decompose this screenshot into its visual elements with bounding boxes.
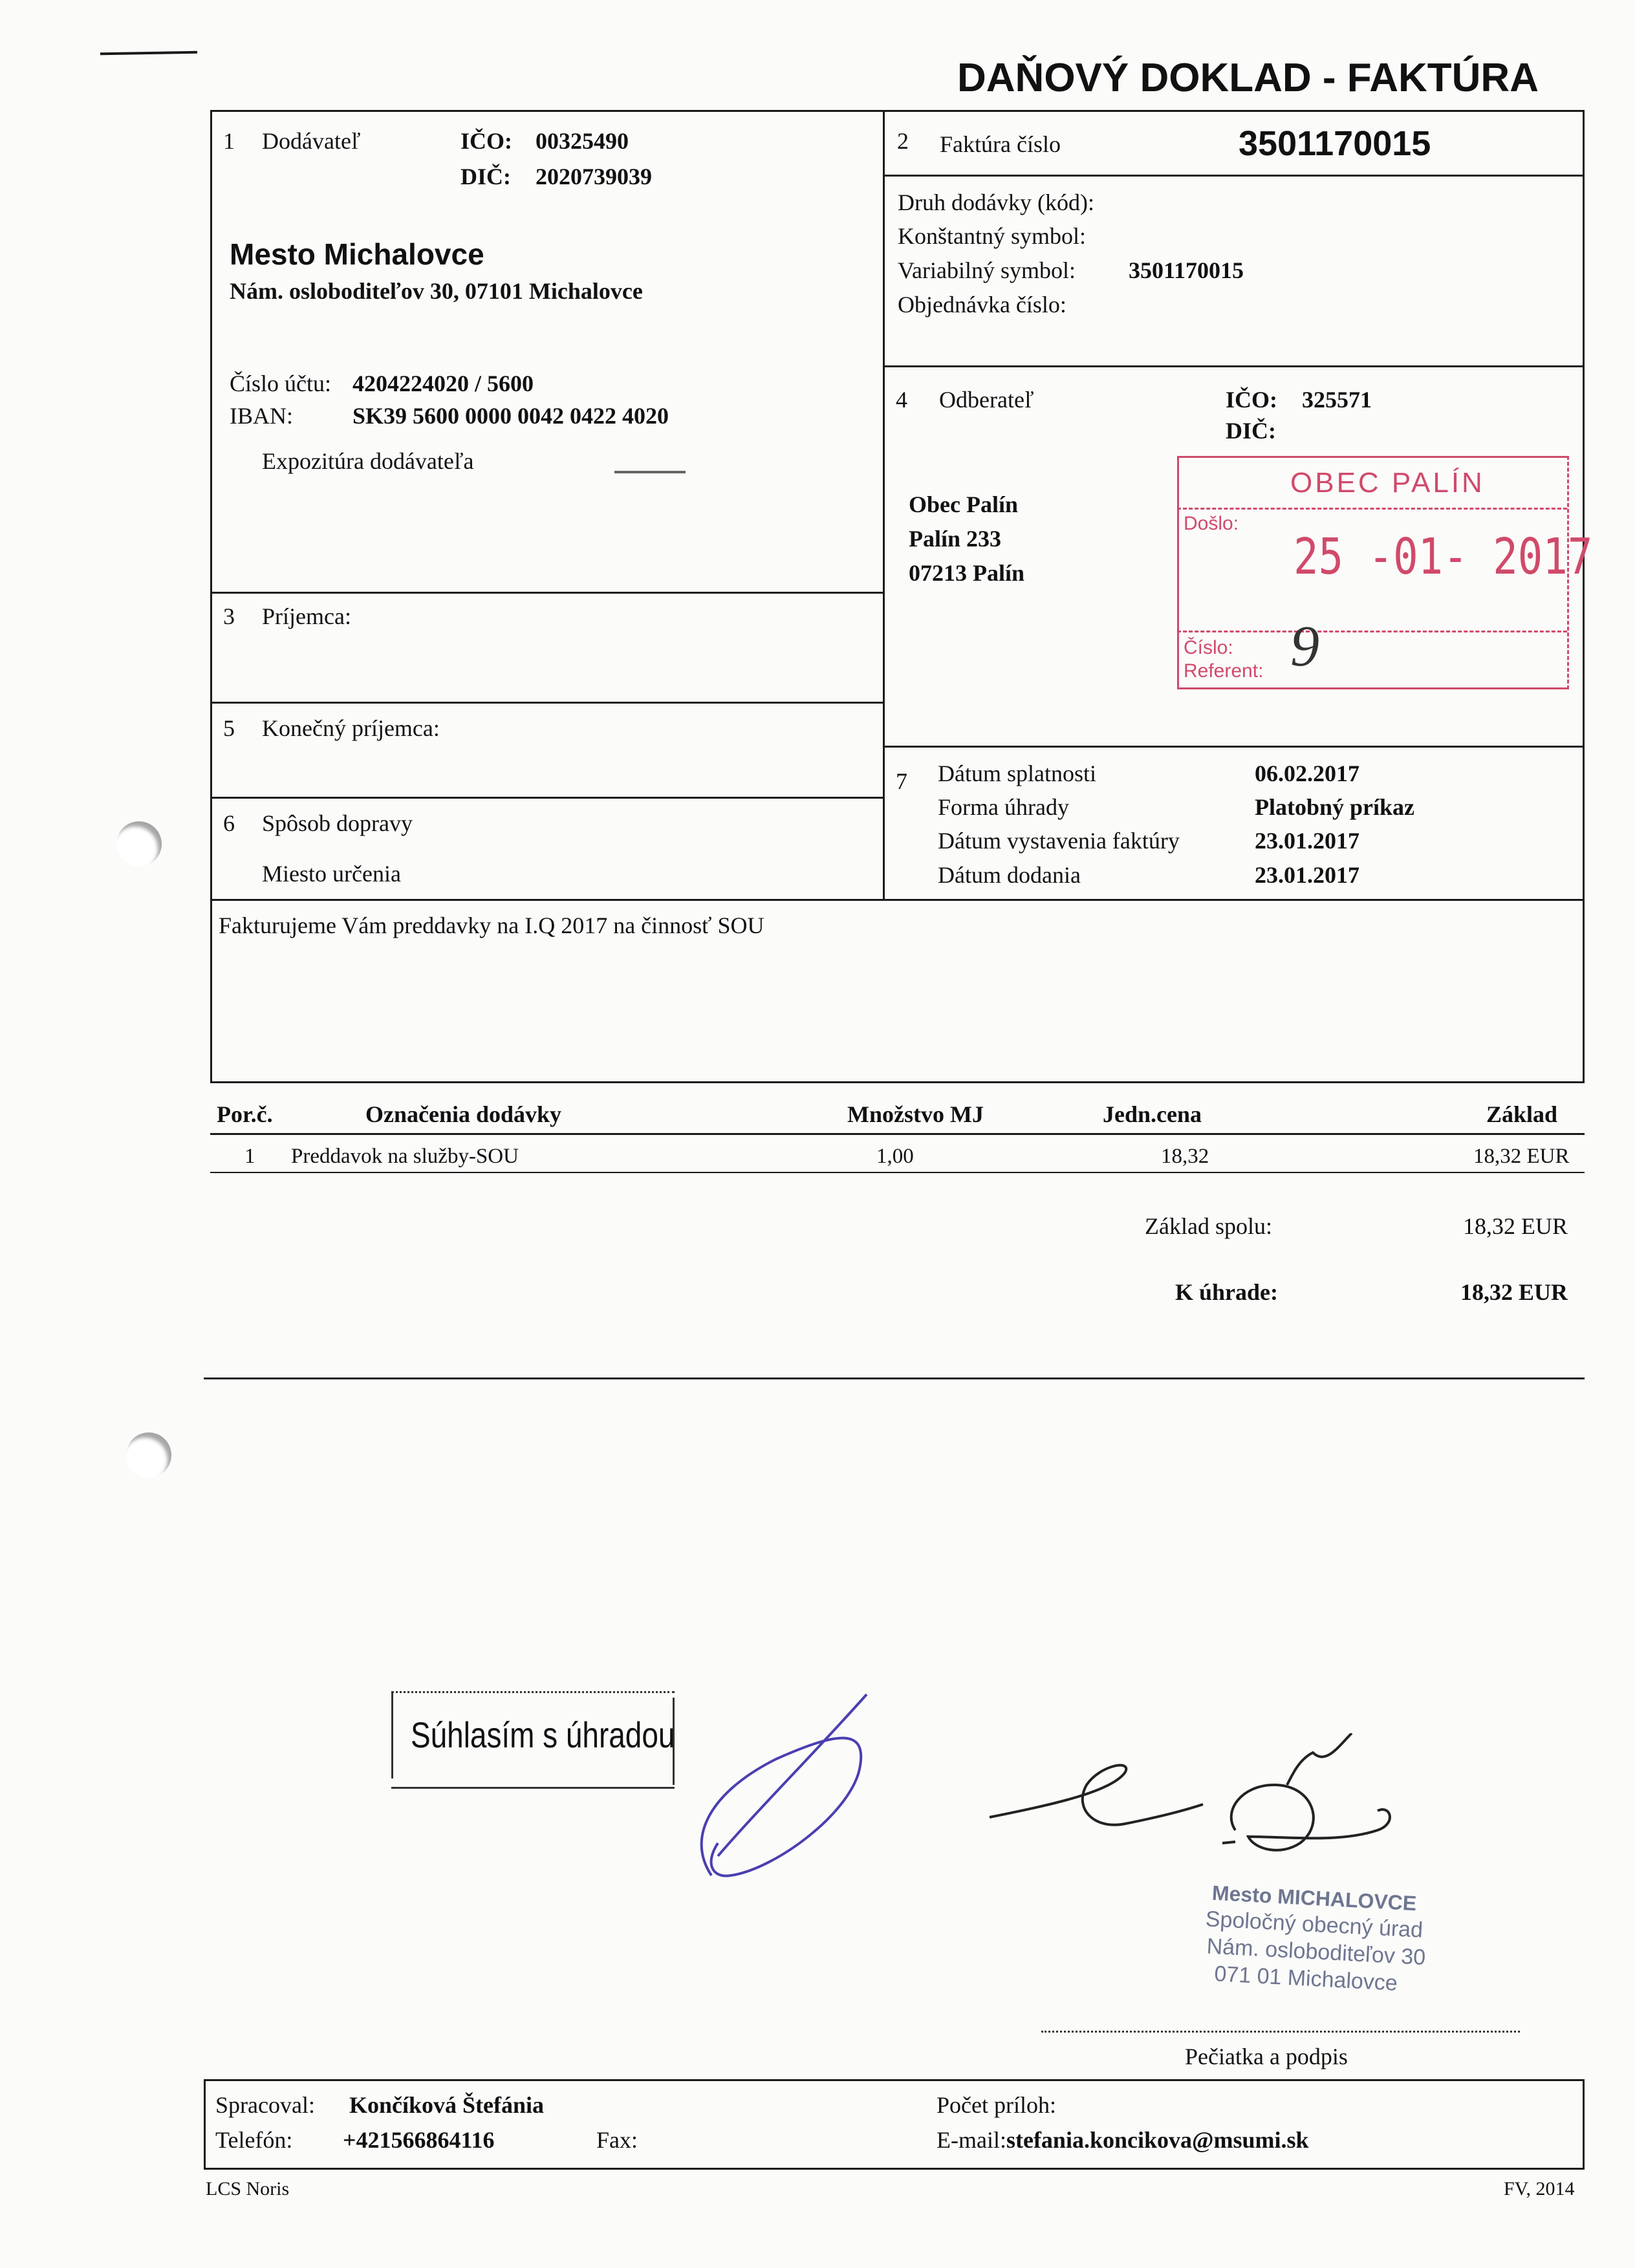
customer-city: 07213 Palín xyxy=(909,560,1025,586)
supplier-ico: 00325490 xyxy=(536,128,629,154)
box-top xyxy=(210,110,1585,112)
stray-mark xyxy=(100,51,197,56)
col-header-item: Označenia dodávky xyxy=(365,1101,562,1127)
city-stamp-line1: Mesto MICHALOVCE xyxy=(1211,1881,1418,1916)
supplier-name: Mesto Michalovce xyxy=(230,237,484,271)
recipient-label: Príjemca: xyxy=(262,603,351,629)
base-total-label: Základ spolu: xyxy=(1145,1213,1272,1239)
phone: +421566864116 xyxy=(343,2127,495,2153)
constant-symbol-label: Konštantný symbol: xyxy=(898,223,1087,249)
issue-date-label: Dátum vystavenia faktúry xyxy=(938,828,1180,854)
approval-stamp-text: Súhlasím s úhradou xyxy=(411,1714,675,1755)
stamp-number-label: Číslo: xyxy=(1184,637,1233,658)
stamp-referent-label: Referent: xyxy=(1184,660,1264,682)
document-title: DAŇOVÝ DOKLAD - FAKTÚRA xyxy=(957,56,1539,100)
supplier-label: Dodávateľ xyxy=(262,128,361,154)
stamp-org: OBEC PALÍN xyxy=(1290,467,1485,499)
signature-line xyxy=(1041,2031,1520,2033)
customer-street: Palín 233 xyxy=(909,526,1002,552)
payment-form-label: Forma úhrady xyxy=(938,794,1069,820)
box-left xyxy=(210,110,212,1083)
iban-value: SK39 5600 0000 0042 0422 4020 xyxy=(352,403,669,429)
section-number: 2 xyxy=(897,128,909,154)
base-total: 18,32 EUR xyxy=(1463,1213,1568,1239)
due-date: 06.02.2017 xyxy=(1255,761,1359,786)
supplier-address: Nám. osloboditeľov 30, 07101 Michalovce xyxy=(230,278,643,304)
email-row xyxy=(937,2128,1309,2152)
order-number-label: Objednávka číslo: xyxy=(898,292,1067,318)
customer-ico: 325571 xyxy=(1302,387,1372,413)
row-base: 18,32 EUR xyxy=(1473,1145,1570,1168)
col-header-unit-price: Jedn.cena xyxy=(1103,1101,1202,1127)
supplier-ico-label: IČO: xyxy=(460,128,512,154)
col-header-number: Por.č. xyxy=(217,1101,273,1127)
stamp-received-label: Došlo: xyxy=(1184,513,1239,534)
attachments-label: Počet príloh: xyxy=(937,2092,1056,2118)
row-item: Preddavok na služby-SOU xyxy=(291,1145,519,1168)
account-label: Číslo účtu: xyxy=(230,371,332,396)
box-right xyxy=(1583,110,1585,1083)
approval-stamp xyxy=(391,1691,676,1788)
row-number: 1 xyxy=(244,1145,255,1168)
customer-dic-label: DIČ: xyxy=(1226,418,1276,444)
iban-label: IBAN: xyxy=(230,403,293,429)
section-number: 6 xyxy=(223,810,235,836)
city-stamp-line2: Spoločný obecný úrad xyxy=(1204,1906,1424,1943)
invoice-number: 3501170015 xyxy=(1239,124,1431,163)
software-name: LCS Noris xyxy=(206,2178,290,2199)
amount-due-label: K úhrade: xyxy=(1175,1279,1279,1305)
delivery-date-label: Dátum dodania xyxy=(938,862,1081,888)
processed-by-label: Spracoval: xyxy=(215,2092,315,2118)
processed-by: Končíková Štefánia xyxy=(349,2092,545,2118)
email: stefania.koncikova@msumi.sk xyxy=(1006,2127,1309,2153)
signature-label: Pečiatka a podpis xyxy=(1185,2044,1348,2069)
fax-label: Fax: xyxy=(596,2127,638,2153)
col-header-base: Základ xyxy=(1486,1101,1558,1127)
section-number: 3 xyxy=(223,603,235,629)
customer-name: Obec Palín xyxy=(909,491,1018,517)
branch-label: Expozitúra dodávateľa xyxy=(262,448,474,474)
stamp-handwritten-number: 9 xyxy=(1290,614,1319,678)
received-stamp xyxy=(1177,456,1593,689)
form-version: FV, 2014 xyxy=(1504,2178,1575,2199)
final-recipient-label: Konečný príjemca: xyxy=(262,715,440,741)
delivery-type-label: Druh dodávky (kód): xyxy=(898,189,1094,215)
delivery-date: 23.01.2017 xyxy=(1255,862,1359,888)
invoice-number-label: Faktúra číslo xyxy=(940,131,1061,157)
variable-symbol-label: Variabilný symbol: xyxy=(898,257,1076,283)
invoice-description: Fakturujeme Vám preddavky na I.Q 2017 na činnosť SOU xyxy=(219,913,764,938)
phone-label: Telefón: xyxy=(215,2127,293,2153)
transport-label: Spôsob dopravy xyxy=(262,810,413,836)
payment-form: Platobný príkaz xyxy=(1255,794,1415,820)
section-number: 1 xyxy=(223,128,235,154)
customer-ico-label: IČO: xyxy=(1226,387,1277,413)
destination-label: Miesto určenia xyxy=(262,861,401,887)
signature-left xyxy=(673,1681,886,1901)
section-number: 4 xyxy=(896,387,907,413)
stamp-date: 25 -01- 2017 xyxy=(1294,528,1593,587)
section-number: 7 xyxy=(896,768,907,794)
row-unit-price: 18,32 xyxy=(1161,1145,1209,1168)
account-number: 4204224020 / 5600 xyxy=(352,371,534,396)
supplier-dic-label: DIČ: xyxy=(460,164,511,189)
amount-due: 18,32 EUR xyxy=(1460,1279,1568,1305)
city-stamp-line3: Nám. osloboditeľov 30 xyxy=(1206,1934,1427,1971)
city-stamp xyxy=(1200,1882,1452,2011)
supplier-dic: 2020739039 xyxy=(536,164,652,189)
smudge xyxy=(614,471,686,473)
section-number: 5 xyxy=(223,715,235,741)
due-date-label: Dátum splatnosti xyxy=(938,761,1096,786)
punch-hole xyxy=(126,1432,171,1478)
row-quantity: 1,00 xyxy=(876,1145,914,1168)
punch-hole xyxy=(116,821,162,867)
col-header-quantity: Množstvo MJ xyxy=(847,1101,984,1127)
city-stamp-line4: 071 01 Michalovce xyxy=(1213,1961,1398,1996)
mid-divider xyxy=(883,110,885,900)
email-label: E-mail: xyxy=(937,2127,1006,2153)
issue-date: 23.01.2017 xyxy=(1255,828,1359,854)
signature-right xyxy=(977,1733,1442,1901)
variable-symbol: 3501170015 xyxy=(1129,257,1244,283)
customer-label: Odberateľ xyxy=(939,387,1034,413)
